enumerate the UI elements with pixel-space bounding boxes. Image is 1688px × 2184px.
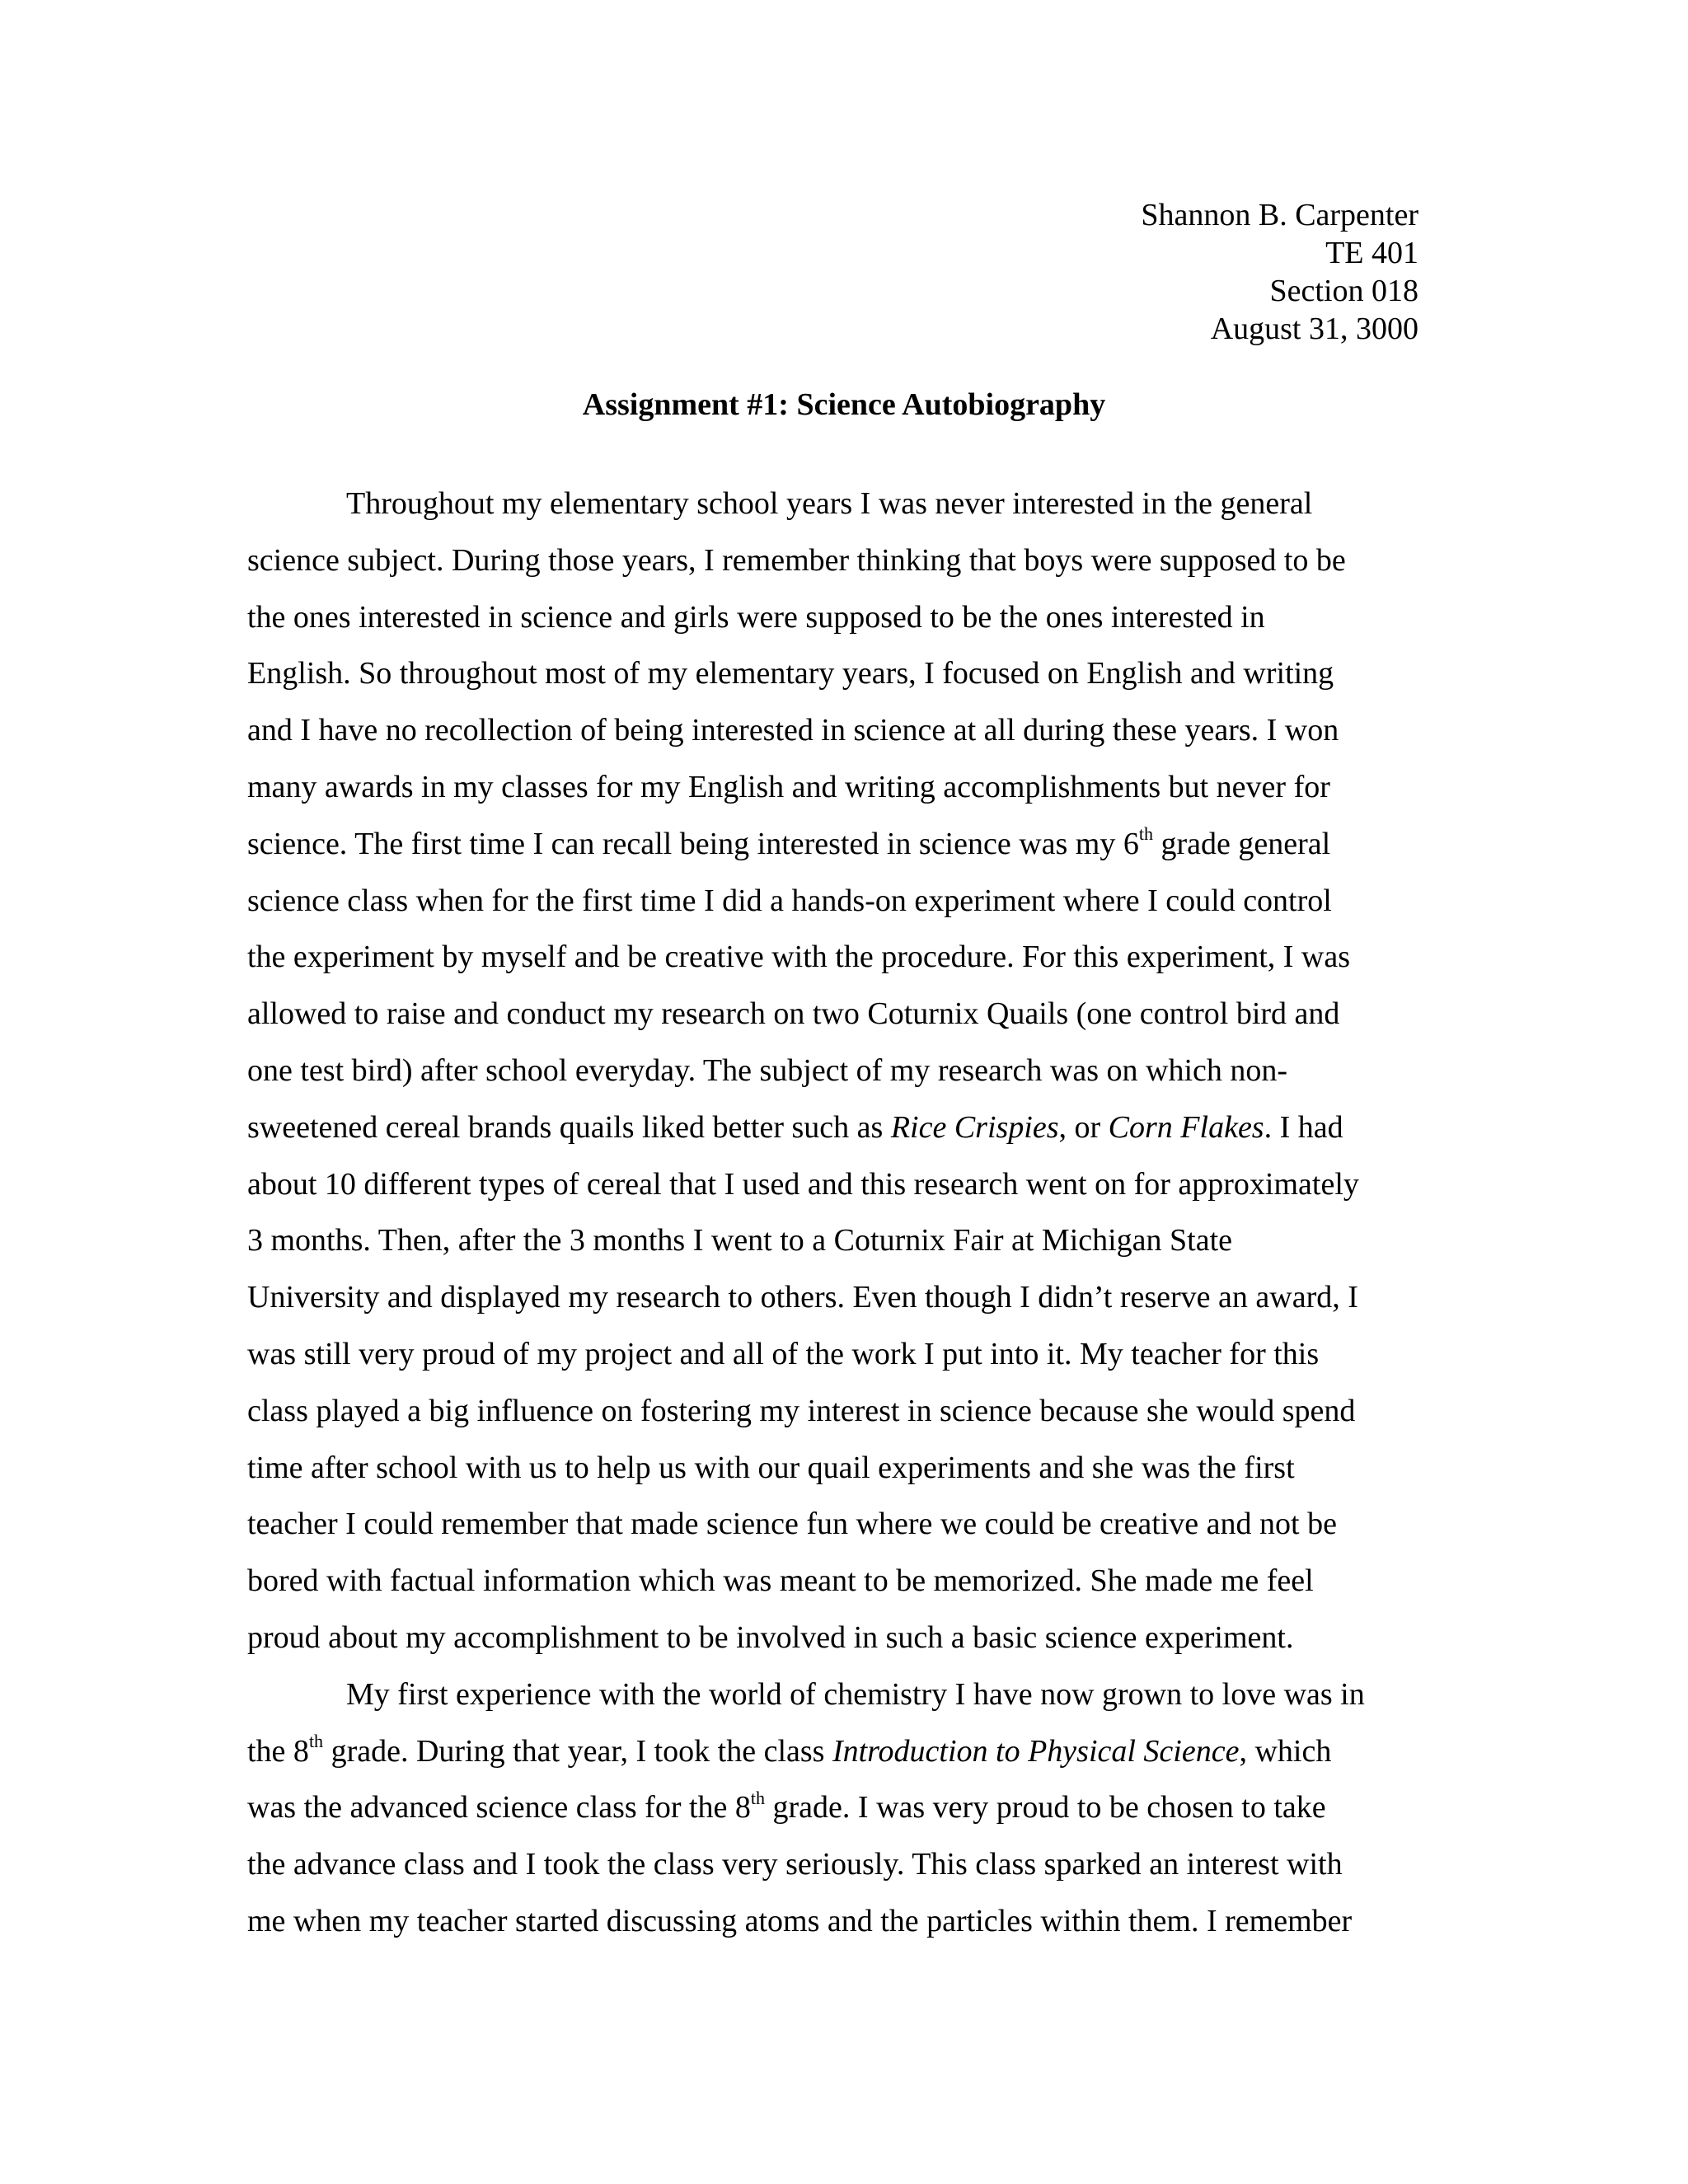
text-span: sweetened cereal brands quails liked better such as <box>247 1109 891 1145</box>
body-text <box>247 476 1434 1951</box>
text-line: and I have no recollection of being interested in science at all during these years. I won <box>247 713 1339 748</box>
section-number: Section 018 <box>1269 274 1418 308</box>
superscript: th <box>308 1730 324 1751</box>
text-line: the ones interested in science and girls were supposed to be the ones interested in <box>247 599 1265 635</box>
text-line: the experiment by myself and be creative with the procedure. For this experiment, I was <box>247 940 1350 975</box>
text-line: teacher I could remember that made science fun where we could be creative and not be <box>247 1507 1337 1542</box>
superscript: th <box>1138 823 1153 845</box>
text-span: was the advanced science class for the 8 <box>247 1790 751 1825</box>
text-span: the 8 <box>247 1733 309 1769</box>
text-line: was still very proud of my project and all of the work I put into it. My teacher for this <box>247 1336 1320 1371</box>
text-line <box>247 817 1434 874</box>
text-span: , or <box>1058 1109 1109 1145</box>
text-line <box>247 1100 1434 1157</box>
text-line: time after school with us to help us with our quail experiments and she was the first <box>247 1450 1295 1485</box>
document-date: August 31, 3000 <box>1210 312 1418 346</box>
text-line: many awards in my classes for my English and writing accomplishments but never for <box>247 769 1330 804</box>
text-span: grade. I was very proud to be chosen to take <box>765 1790 1326 1825</box>
superscript: th <box>750 1787 766 1808</box>
text-span: grade general <box>1153 826 1331 861</box>
text-span: . I had <box>1264 1109 1343 1145</box>
italic-title: Rice Crispies <box>890 1109 1059 1145</box>
text-line: My first experience with the world of chemistry I have now grown to love was in <box>346 1676 1365 1712</box>
text-line: class played a big influence on fostering my interest in science because she would spend <box>247 1393 1356 1428</box>
text-line: English. So throughout most of my elementary years, I focused on English and writing <box>247 656 1334 691</box>
text-line: proud about my accomplishment to be involved in such a basic science experiment. <box>247 1619 1294 1655</box>
text-line <box>247 1724 1434 1781</box>
text-line: Throughout my elementary school years I was never interested in the general <box>346 486 1313 521</box>
text-span: grade. During that year, I took the class <box>323 1733 832 1769</box>
text-span: science. The first time I can recall being interested in science was my 6 <box>247 826 1139 861</box>
text-line: science subject. During those years, I remember thinking that boys were supposed to be <box>247 542 1346 578</box>
text-line: science class when for the first time I did a hands-on experiment where I could control <box>247 883 1332 918</box>
text-line: 3 months. Then, after the 3 months I went to a Coturnix Fair at Michigan State <box>247 1223 1233 1258</box>
italic-title: Introduction to Physical Science <box>832 1733 1240 1769</box>
italic-title: Corn Flakes <box>1108 1109 1264 1145</box>
text-line: me when my teacher started discussing atoms and the particles within them. I remember <box>247 1903 1353 1938</box>
text-line: University and displayed my research to others. Even though I didn’t reserve an award, I <box>247 1280 1358 1315</box>
text-span: , which <box>1239 1733 1332 1769</box>
document-title: Assignment #1: Science Autobiography <box>582 387 1106 422</box>
course-number: TE 401 <box>1325 236 1418 270</box>
text-line: the advance class and I took the class very seriously. This class sparked an interest with <box>247 1847 1343 1882</box>
header-block <box>1141 196 1418 348</box>
text-line: about 10 different types of cereal that I used and this research went on for approximately <box>247 1166 1359 1202</box>
text-line <box>247 1780 1434 1837</box>
text-line: one test bird) after school everyday. The subject of my research was on which non- <box>247 1052 1288 1088</box>
text-line: allowed to raise and conduct my research on two Coturnix Quails (one control bird and <box>247 996 1340 1032</box>
author-name: Shannon B. Carpenter <box>1141 198 1418 232</box>
text-line: bored with factual information which was meant to be memorized. She made me feel <box>247 1563 1314 1599</box>
